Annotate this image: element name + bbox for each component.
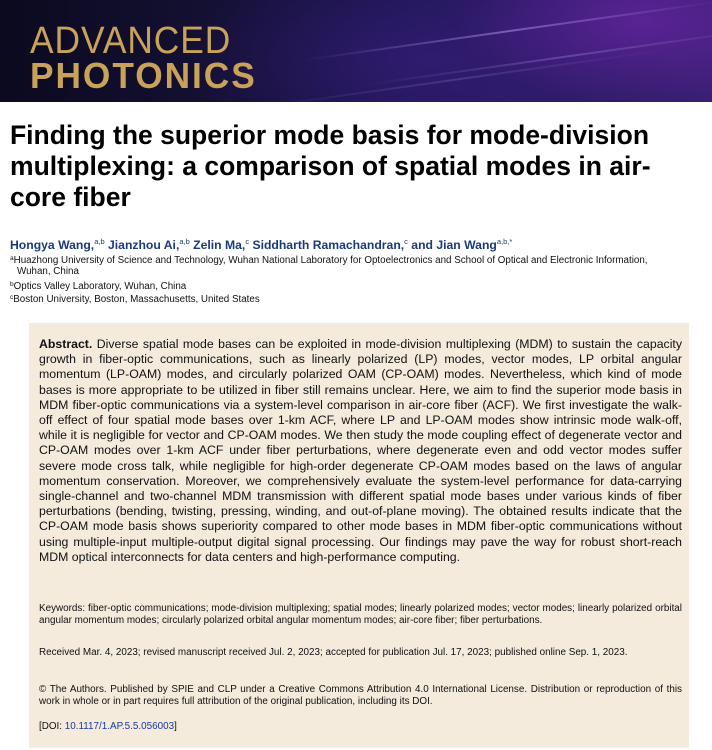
abstract-box	[29, 323, 689, 748]
journal-banner	[0, 0, 712, 102]
affiliation-line: $^b$Optics Valley Laboratory, Wuhan, China	[10, 281, 187, 292]
affiliation-line: $^a$Huazhong University of Science and Technology, Wuhan National Laboratory for Optoelectronics and School of Optical and Electronic Information,	[10, 255, 648, 266]
journal-logo-line1: ADVANCED	[30, 20, 232, 62]
publication-history: Received Mar. 4, 2023; revised manuscript received Jul. 2, 2023; accepted for publication Jul. 17, 2023; published online Sep. 1, 2023.	[39, 647, 628, 658]
author-name: Jianzhou Ai,	[104, 238, 180, 252]
doi-link[interactable]: 10.1117/1.AP.5.5.056003	[64, 721, 175, 732]
author-affiliation-marker: a,b,*	[496, 237, 513, 246]
abstract-text: Abstract. Diverse spatial mode bases can be exploited in mode-division multiplexing (MDM) to sustain the capacity growth in fiber-optic communications, such as linearly polarized (LP) modes, vector modes, LP orbital angular momentum (LP-OAM) modes, and circularly polarized OAM (CP-OAM) modes. Nevertheless, which kind of mode bases is more appropriate to be utilized in fiber still remains unclear. Here, we aim to find the superior mode basis in MDM fiber-optic communications via a system-level comparison in air-core fiber (ACF). We first investigate the walk-off effect of four spatial mode bases over 1-km ACF, where LP and LP-OAM modes show intrinsic mode walk-off, while it is negligible for vector and CP-OAM modes. We then study the mode coupling effect of degenerate vector and CP-OAM modes over 1-km ACF under fiber perturbations, where degenerate even and odd vector modes suffer severe mode cross talk, while negligible for high-order degenerate CP-OAM modes based on the laws of angular momentum conservation. Moreover, we comprehensively evaluate the system-level performance for data-carrying single-channel and two-channel MDM transmission with different spatial mode bases under various kinds of fiber perturbations (bending, twisting, pressing, winding, and out-of-plane moving). The obtained results indicate that the CP-OAM mode basis shows superiority compared to other mode bases in MDM fiber-optic communications without using multiple-input multiple-output digital signal processing. Our findings may pave the way for robust short-reach MDM optical interconnects for data centers and high-performance computing.	[39, 337, 682, 564]
author-affiliation-marker: a,b	[179, 237, 190, 246]
keywords: Keywords: fiber-optic communications; mode-division multiplexing; spatial modes; linearly polarized modes; vector modes; linearly polarized orbital angular momentum modes; circularly polarized orbital angular momentum modes; air-core fiber; fiber perturbations.	[39, 603, 682, 627]
author-affiliation-marker: c	[404, 237, 408, 246]
doi-line: [DOI: 10.1117/1.AP.5.5.056003]	[39, 721, 177, 732]
journal-logo-line2: PHOTONICS	[30, 55, 257, 96]
paper-title: Finding the superior mode basis for mode-division multiplexing: a comparison of spatial modes in air-core fiber	[10, 120, 651, 212]
author-name: and Jian Wang	[407, 238, 497, 252]
author-name: Hongya Wang,	[10, 238, 95, 252]
author-affiliation-marker: c	[245, 237, 250, 246]
author-name: Siddharth Ramachandran,	[249, 238, 405, 252]
affiliation-line: Wuhan, China	[17, 266, 79, 277]
author-affiliation-marker: a,b	[94, 237, 105, 246]
author-list	[10, 237, 710, 252]
license-statement: © The Authors. Published by SPIE and CLP under a Creative Commons Attribution 4.0 International License. Distribution or reproduction of this work in whole or in part requires full attribution of the original publication, including its DOI.	[39, 684, 682, 708]
affiliation-line: $^c$Boston University, Boston, Massachusetts, United States	[10, 294, 260, 305]
banner-light-streak	[362, 26, 712, 86]
author-name: Zelin Ma,	[189, 238, 246, 252]
abstract-label: Abstract.	[39, 337, 93, 351]
